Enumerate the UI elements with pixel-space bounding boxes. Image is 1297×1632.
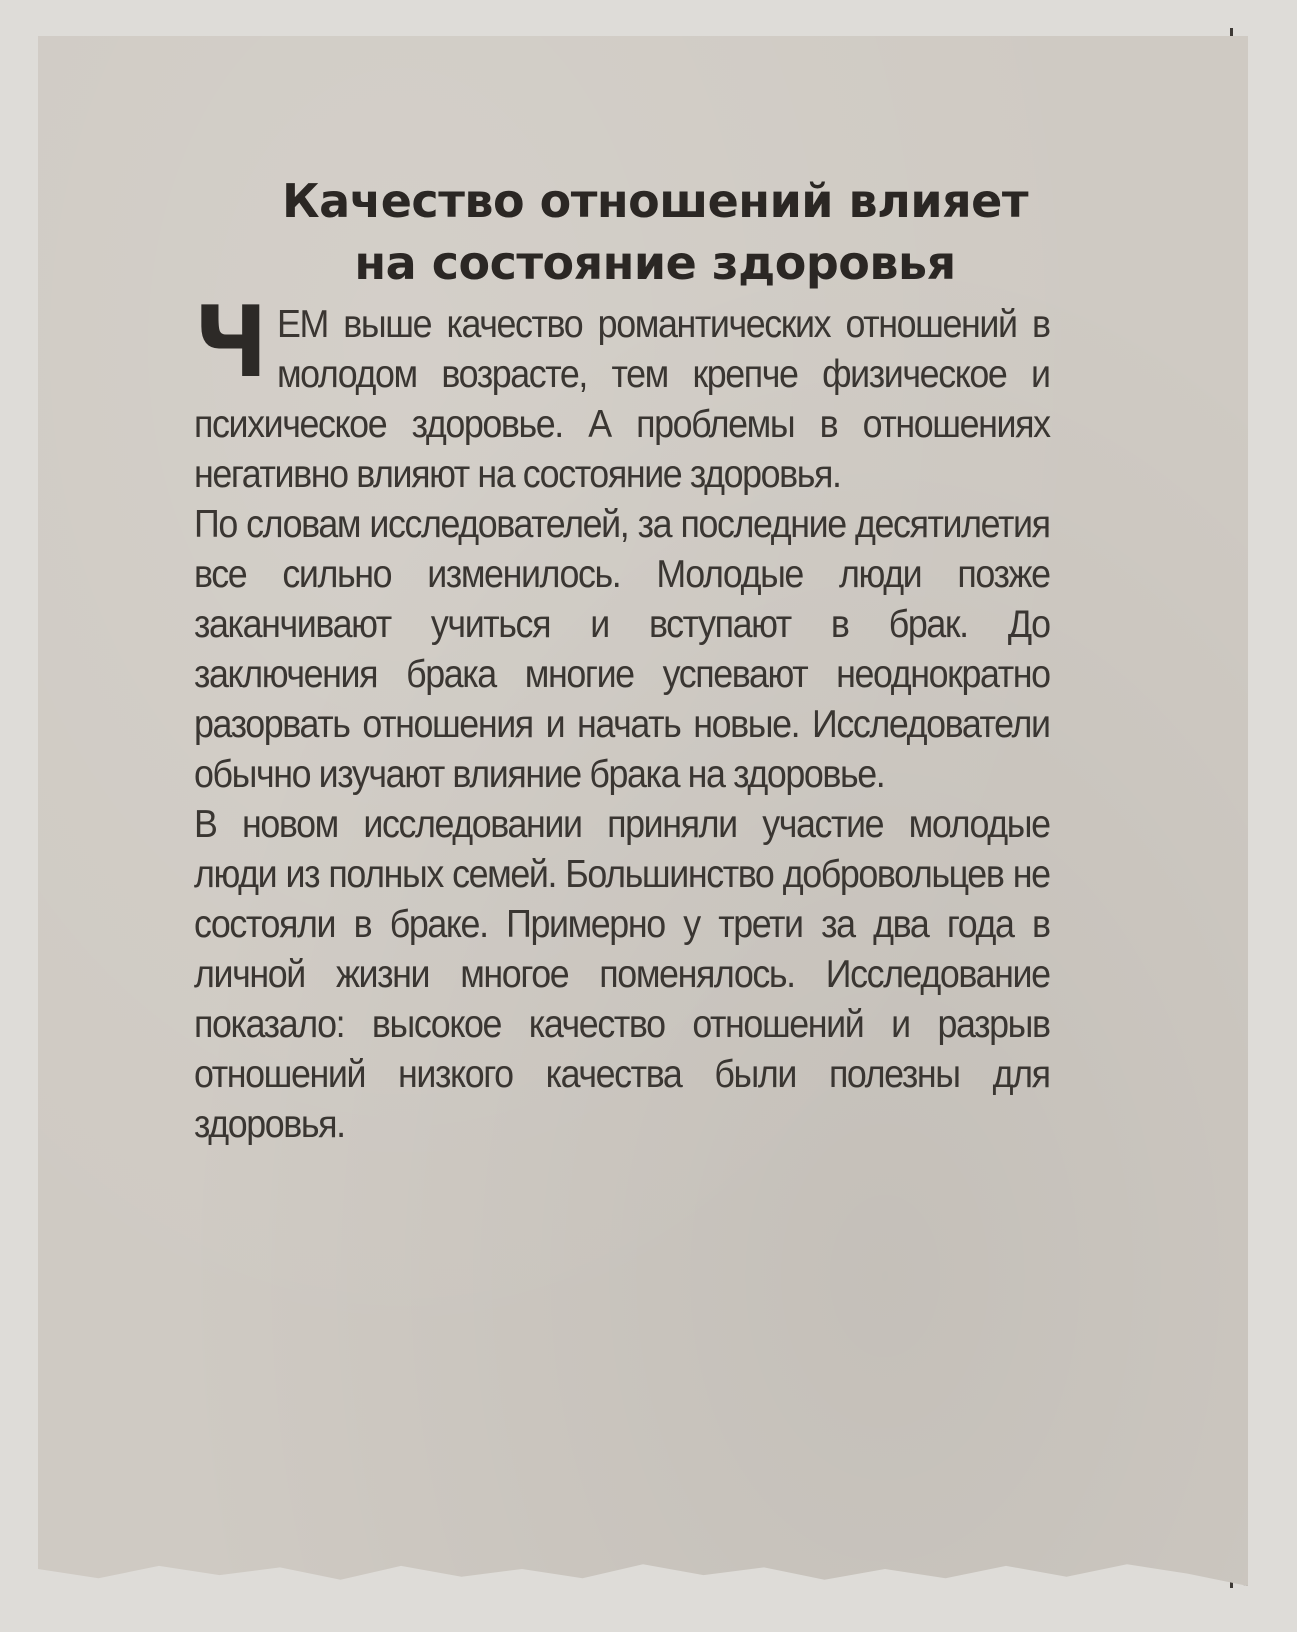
drop-cap: Ч (194, 286, 268, 400)
article-headline (190, 170, 1120, 294)
article-body (194, 286, 1050, 1150)
paragraph-1 (194, 286, 1050, 500)
headline-line-2: на состояние здоровья (354, 236, 956, 290)
paragraph-1-text: ЕМ выше качество романтических отношений в молодом возрасте, тем крепче физическое и психическое здоровье. А проблемы в отношениях негативно влияют на состояние здоровья. (194, 303, 1050, 496)
headline-line-1: Качество отношений влияет (282, 174, 1028, 228)
paragraph-2: По словам исследователей, за последние десятилетия все сильно изменилось. Молодые люди позже заканчивают учиться и вступают в брак. До заключения брака многие успевают неоднократно разорвать отношения и начать новые. Исследователи обычно изучают влияние брака на здоровье. (194, 503, 1050, 796)
paragraph-3: В новом исследовании приняли участие молодые люди из полных семей. Большинство добровольцев не состояли в браке. Примерно у трети за два года в личной жизни многое поменялось. Исследование показало: высокое качество отношений и разрыв отношений низкого качества были полезны для здоровья. (194, 803, 1050, 1146)
